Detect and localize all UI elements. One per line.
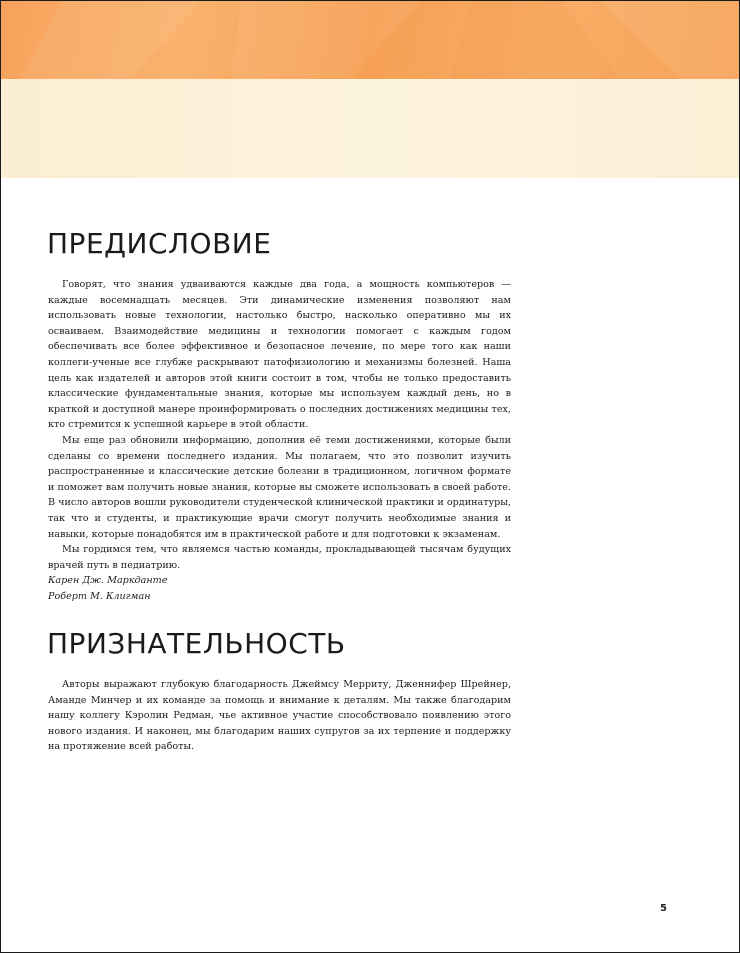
signature-author-2: Роберт М. Клигман: [48, 590, 151, 602]
acknowledgments-paragraph: Авторы выражают глубокую благодарность Джеймсу Мерриту, Дженнифер Шрейнер, Аманде Минчер и их команде за помощь и внимание к деталям. Мы также благодарим нашу коллегу Кэролин Редман, чье активное участие способствовало появлению этого нового издания. И наконец, мы благодарим наших супругов за их терпение и поддержку на протяжение всей работы.: [48, 679, 511, 753]
header-cream-band: [1, 79, 739, 178]
preface-paragraph: Мы гордимся тем, что являемся частью команды, прокладывающей тысячам будущих врачей путь в педиатрию.: [48, 544, 511, 571]
preface-paragraph: Говорят, что знания удваиваются каждые два года, а мощность компьютеров — каждые восемнадцать месяцев. Эти динамические изменения позволяют нам использовать новые технологии, настолько быстро, насколько оперативно мы их осваиваем. Взаимодействие медицины и технологии помогает с каждым годом обеспечивать все более эффективное и безопасное лечение, по мере того как наши коллеги-ученые все глубже раскрывают патофизиологию и механизмы болезней. Наша цель как издателей и авторов этой книги состоит в том, чтобы не только предоставить классические фундаментальные знания, которые мы используем каждый день, но в краткой и доступной манере проинформировать о последних достижениях медицины тех, кто стремится к успешной карьере в этой области.: [48, 279, 511, 431]
signature-author-1: Карен Дж. Маркданте: [48, 575, 168, 587]
preface-paragraph: Мы еще раз обновили информацию, дополнив её теми достижениями, которые были сделаны со времени последнего издания. Мы полагаем, что это позволит изучить распространенные и классические детские болезни в традиционном, логичном формате и поможет вам получить новые знания, которые вы сможете использовать в своей работе. В число авторов вошли руководители студенческой клинической практики и ординатуры, так что и студенты, и практикующие врачи смогут получить необходимые знания и навыки, которые понадобятся им в практической работе и для подготовки к экзаменам.: [48, 434, 511, 540]
preface-body: [48, 277, 511, 604]
page-number: 5: [660, 903, 667, 914]
acknowledgments-body: [48, 677, 511, 755]
preface-title: ПРЕДИСЛОВИЕ: [47, 227, 272, 260]
acknowledgments-title: ПРИЗНАТЕЛЬНОСТЬ: [47, 627, 346, 660]
header-pattern: [1, 1, 739, 79]
header-orange-band: [1, 1, 739, 79]
